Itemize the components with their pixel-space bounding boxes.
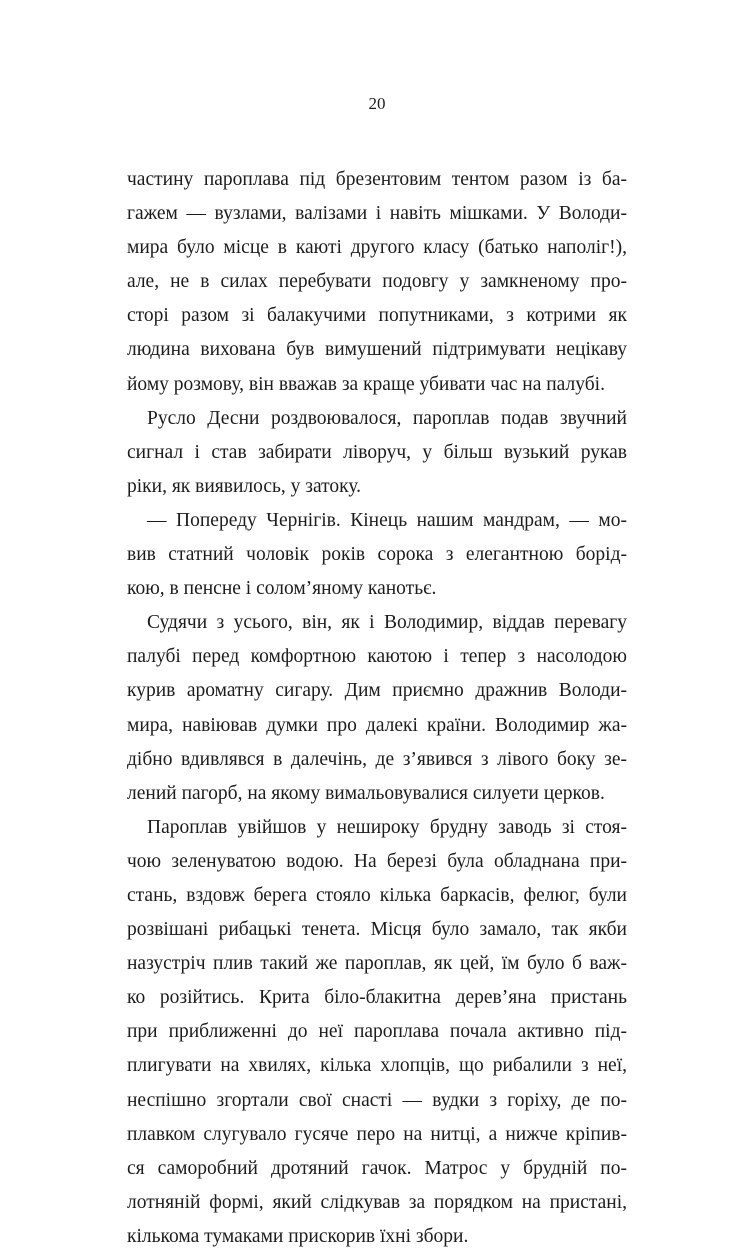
text-line: лотняній формі, який слідкував за порядком на пристані, <box>127 1191 627 1213</box>
text-line: йому розмову, він вважав за краще убивати час на палубі. <box>127 373 605 395</box>
text-line: чою зеленуватою водою. На березі була обладнана при- <box>127 850 627 872</box>
text-line: — Попереду Чернігів. Кінець нашим мандрам, — мо- <box>147 509 627 531</box>
text-line: але, не в силах перебувати подовгу у замкненому про- <box>127 271 627 293</box>
text-line: мира, навіював думки про далекі країни. Володимир жа- <box>127 714 627 736</box>
text-line: неспішно згортали свої снасті — вудки з горіху, де по- <box>127 1089 627 1111</box>
text-line: людина вихована був вимушений підтримувати нецікаву <box>127 339 627 361</box>
text-line: гажем — вузлами, валізами і навіть мішками. У Володи- <box>127 203 627 225</box>
text-line: Судячи з усього, він, як і Володимир, віддав перевагу <box>147 612 627 634</box>
text-line: частину пароплава під брезентовим тентом разом із ба- <box>127 169 627 190</box>
text-line: палубі перед комфортною каютою і тепер з насолодою <box>127 646 627 668</box>
text-line: кількома тумаками прискорив їхні збори. <box>127 1225 469 1247</box>
text-line: дібно вдивлявся в далечінь, де з’явився з лівого боку зе- <box>127 748 627 770</box>
page-number: 20 <box>368 94 386 113</box>
text-line: кою, в пенсне і солом’яному канотьє. <box>127 578 437 600</box>
text-line: при приближенні до неї пароплава почала активно під- <box>127 1021 627 1043</box>
text-line: розвішані рибацькі тенета. Місця було замало, так якби <box>127 919 627 941</box>
text-line: лений пагорб, на якому вимальовувалися силуети церков. <box>127 782 605 804</box>
text-line: мира було місце в каюті другого класу (батько наполіг!), <box>127 237 627 259</box>
text-line: сигнал і став забирати ліворуч, у більш вузький рукав <box>127 441 627 463</box>
text-line: Пароплав увійшов у неширoку брудну заводь зі стоя- <box>147 816 627 838</box>
body-text <box>127 163 627 1254</box>
text-line: ко розійтись. Крита біло-блакитна дерев’яна пристань <box>127 987 627 1009</box>
text-line: ся саморобний дротяний гачок. Матрос у брудній по- <box>127 1157 627 1179</box>
text-line: ріки, як виявилось, у затоку. <box>127 475 362 497</box>
text-line: плигувати на хвилях, кілька хлопців, що рибалили з неї, <box>127 1055 627 1077</box>
text-line: вив статний чоловік років сорока з елегантною борід- <box>127 544 627 566</box>
text-line: Русло Десни роздвоювалося, пароплав подав звучний <box>147 407 627 429</box>
text-line: плавком слугувало гусяче перо на нитці, а нижче кріпив- <box>127 1123 627 1145</box>
text-line: курив ароматну сигару. Дим приємно дражнив Володи- <box>127 680 627 702</box>
text-line: назустріч плив такий же пароплав, як цей, їм було б важ- <box>127 953 627 975</box>
text-line: сторі разом зі балакучими попутниками, з котрими як <box>127 305 627 327</box>
text-line: стань, вздовж берега стояло кілька баркасів, фелюг, були <box>127 884 627 906</box>
